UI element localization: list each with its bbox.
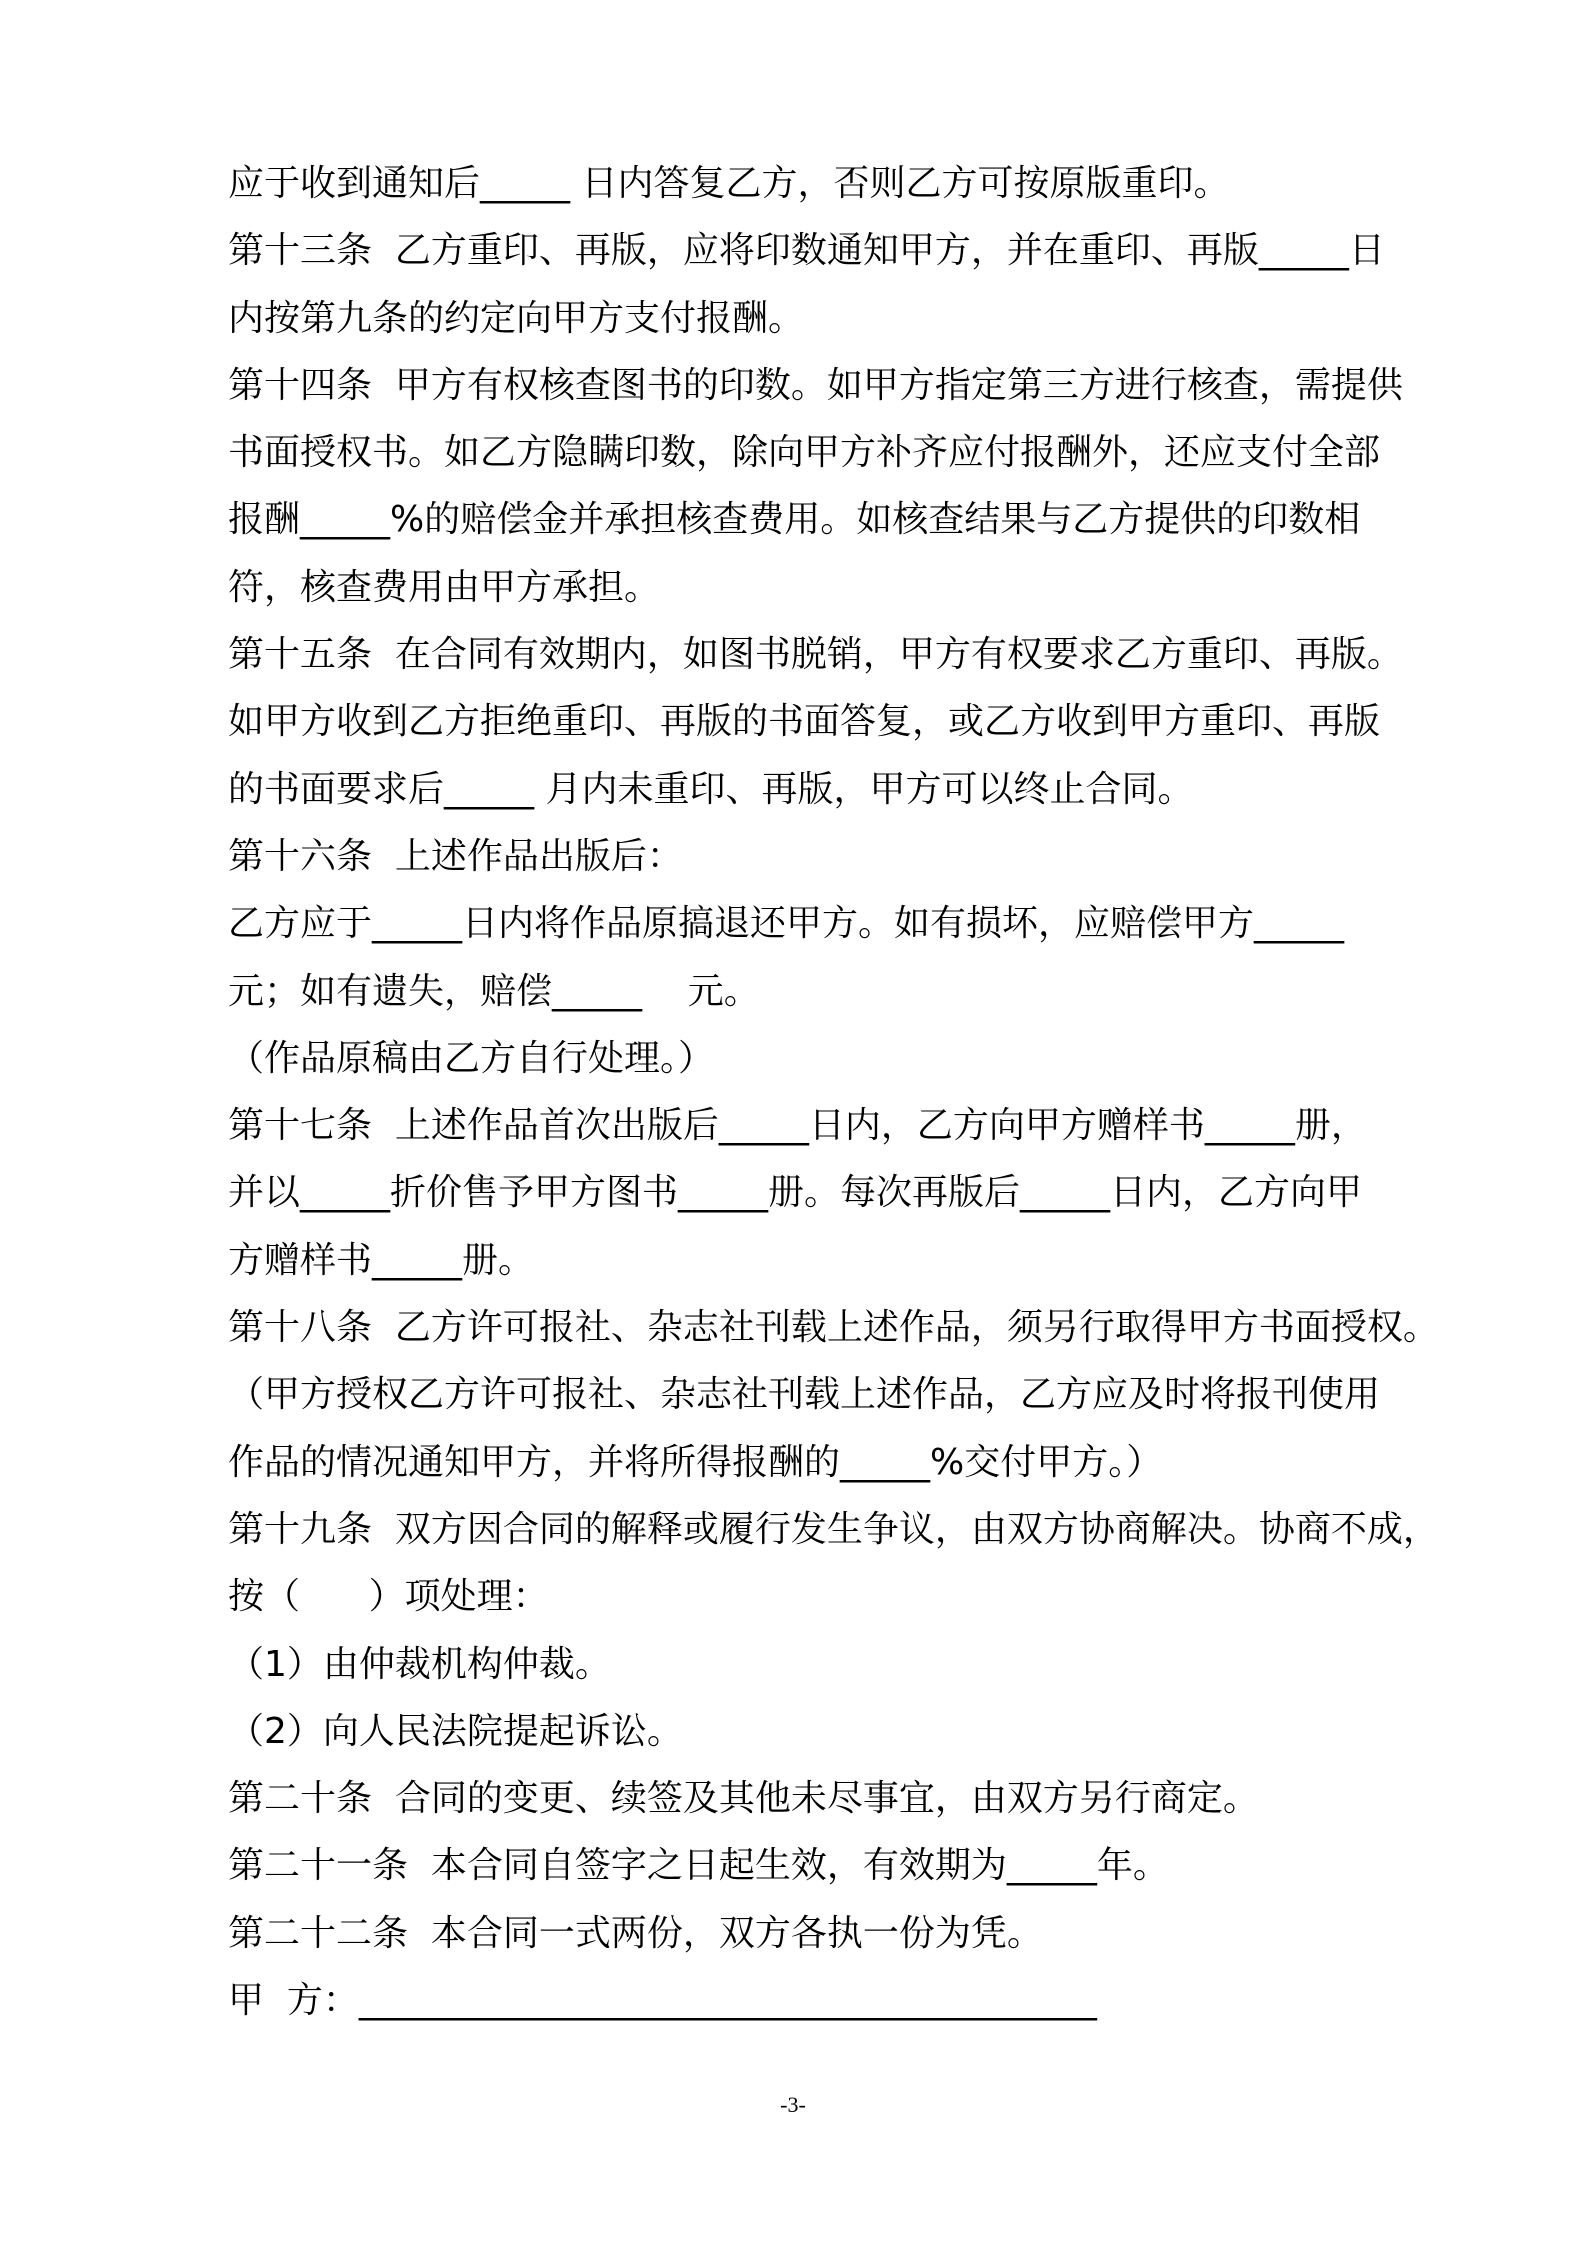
- text-line: 报酬_____%的赔偿金并承担核查费用。如核查结果与乙方提供的印数相: [228, 499, 1361, 541]
- text-line: 如甲方收到乙方拒绝重印、再版的书面答复，或乙方收到甲方重印、再版: [228, 701, 1381, 743]
- text-line: 并以_____折价售予甲方图书_____册。每次再版后_____日内，乙方向甲: [228, 1172, 1363, 1214]
- text-line: （作品原稿由乙方自行处理。）: [228, 1037, 715, 1079]
- text-line: 书面授权书。如乙方隐瞒印数，除向甲方补齐应付报酬外，还应支付全部: [228, 432, 1381, 474]
- text-line: 的书面要求后_____ 月内未重印、再版，甲方可以终止合同。: [228, 768, 1194, 810]
- text-line: 元；如有遗失，赔偿_____ 元。: [228, 970, 760, 1012]
- text-line: 符，核查费用由甲方承担。: [228, 566, 661, 608]
- text-line: 第十九条 双方因合同的解释或履行发生争议，由双方协商解决。协商不成，: [228, 1508, 1439, 1550]
- text-line: 第十六条 上述作品出版后：: [228, 835, 683, 877]
- contract-text: [228, 150, 1448, 2034]
- text-line: 第十五条 在合同有效期内，如图书脱销，甲方有权要求乙方重印、再版。: [228, 634, 1403, 676]
- text-line: 第二十一条 本合同自签字之日起生效，有效期为_____年。: [228, 1845, 1169, 1887]
- signature-line-party-a: 甲 方：_________________________________________: [228, 1980, 1097, 2022]
- text-line: （2）向人民法院提起诉讼。: [228, 1710, 683, 1752]
- text-line: 按（ ）项处理：: [228, 1576, 549, 1618]
- text-line: 方赠样书_____册。: [228, 1239, 535, 1281]
- text-line: 第二十条 合同的变更、续签及其他未尽事宜，由双方另行商定。: [228, 1778, 1259, 1820]
- page-number: -3-: [780, 2092, 806, 2117]
- text-line: 作品的情况通知甲方，并将所得报酬的_____%交付甲方。）: [228, 1441, 1163, 1483]
- text-line: 第十四条 甲方有权核查图书的印数。如甲方指定第三方进行核查，需提供: [228, 364, 1403, 406]
- text-line: 第二十二条 本合同一式两份，双方各执一份为凭。: [228, 1912, 1043, 1954]
- text-line: 第十八条 乙方许可报社、杂志社刊载上述作品，须另行取得甲方书面授权。: [228, 1307, 1439, 1349]
- text-line: （甲方授权乙方许可报社、杂志社刊载上述作品，乙方应及时将报刊使用: [228, 1374, 1381, 1416]
- text-line: 应于收到通知后_____ 日内答复乙方，否则乙方可按原版重印。: [228, 163, 1230, 204]
- text-line: （1）由仲裁机构仲裁。: [228, 1643, 611, 1685]
- text-line: 内按第九条的约定向甲方支付报酬。: [228, 297, 805, 339]
- text-line: 乙方应于_____日内将作品原搞退还甲方。如有损坏，应赔偿甲方_____: [228, 903, 1345, 945]
- text-line: 第十三条 乙方重印、再版，应将印数通知甲方，并在重印、再版_____日: [228, 230, 1385, 272]
- text-line: 第十七条 上述作品首次出版后_____日内，乙方向甲方赠样书_____册，: [228, 1105, 1367, 1147]
